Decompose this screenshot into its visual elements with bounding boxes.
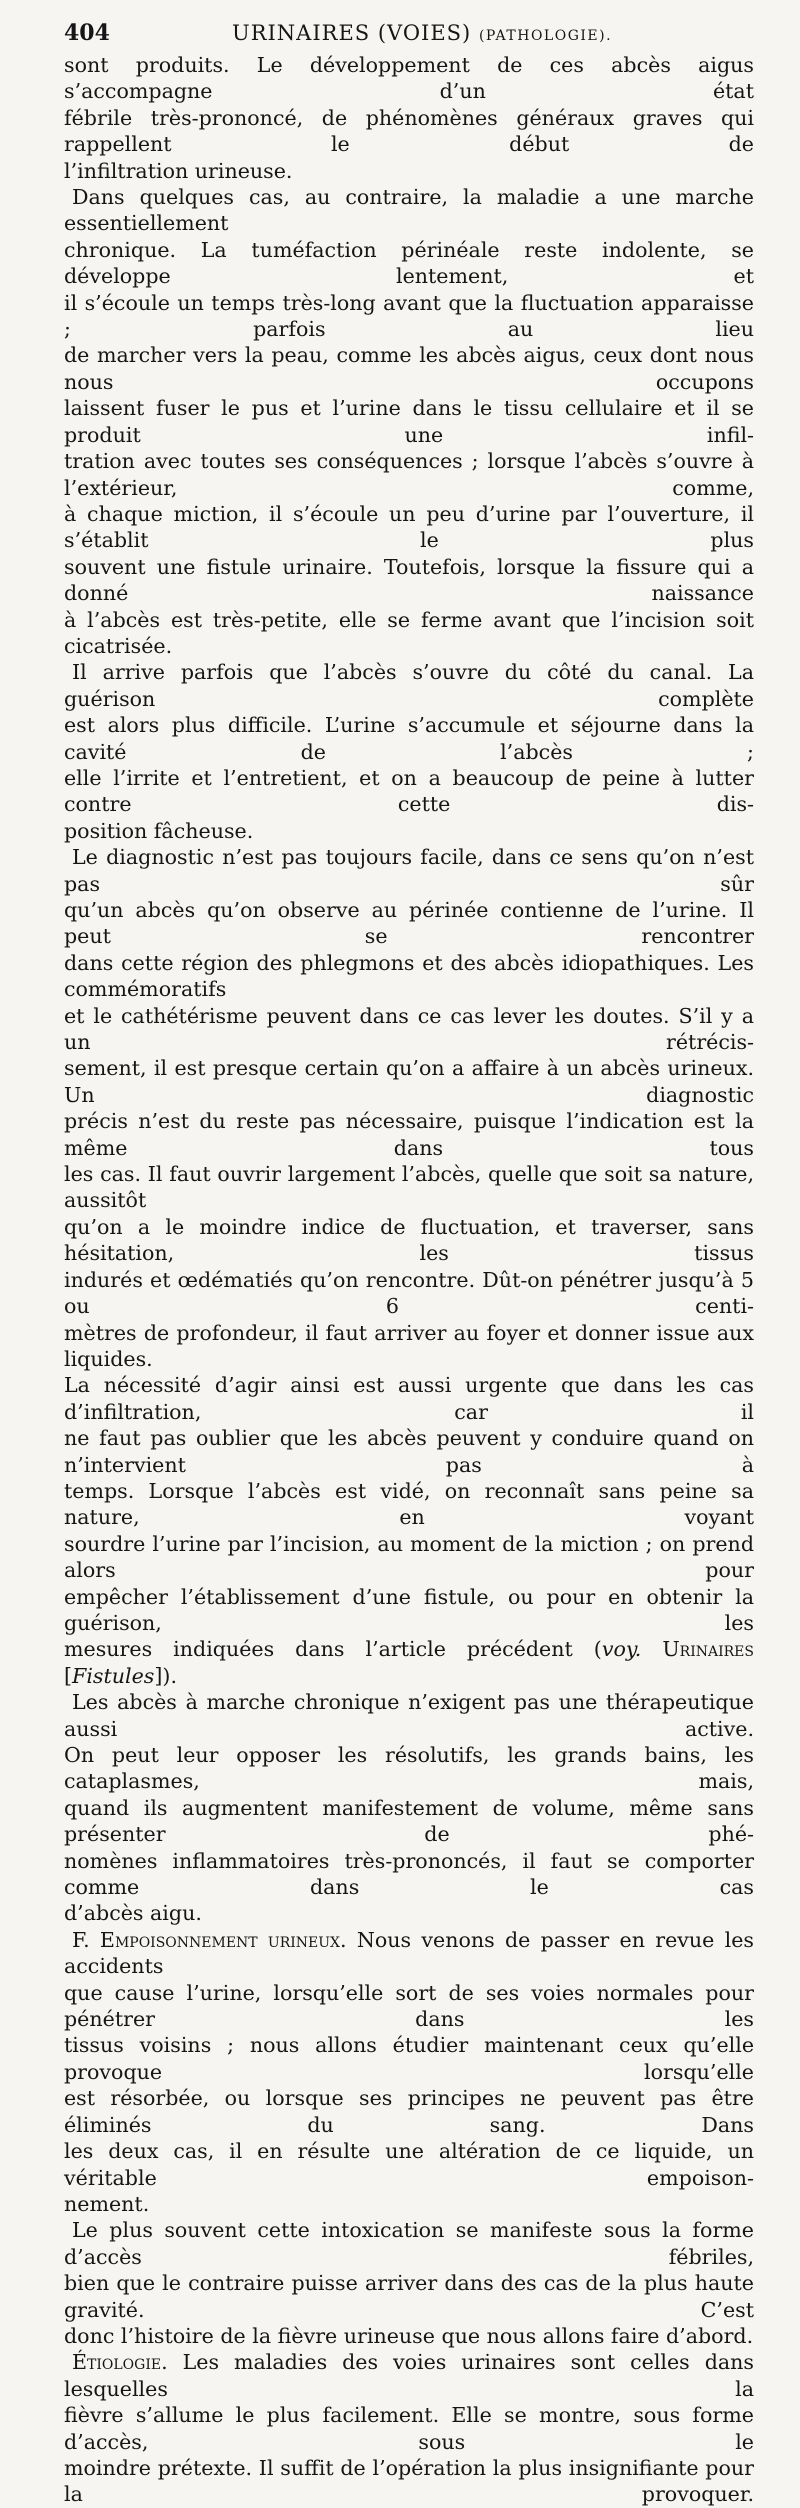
text-line: indurés et œdématiés qu’on rencontre. Dût-on pénétrer jusqu’à 5 ou 6 centi- (64, 1267, 754, 1319)
text-line: mètres de profondeur, il faut arriver au foyer et donner issue aux liquides. (64, 1320, 754, 1371)
text-line: à l’abcès est très-petite, elle se ferme avant que l’incision soit cicatrisée. (64, 607, 754, 658)
text-line: est alors plus difficile. L’urine s’accumule et séjourne dans la cavité de l’abcès ; (64, 713, 754, 764)
subsection-heading: Étiologie. (72, 2350, 168, 2375)
section-heading: Empoisonnement urineux. (99, 1927, 347, 1952)
text-run: mesures indiquées dans l’article précédent ( (64, 1637, 602, 1662)
text-line: temps. Lorsque l’abcès est vidé, on reconnaît sans peine sa nature, en voyant (64, 1478, 754, 1530)
text-line: empêcher l’établissement d’une fistule, ou pour en obtenir la guérison, les (64, 1584, 754, 1635)
section-letter: F. (72, 1927, 100, 1952)
text-line: sourdre l’urine par l’incision, au moment de la miction ; on prend alors pour (64, 1531, 754, 1583)
text-line: sont produits. Le développement de ces abcès aigus s’accompagne d’un état (64, 53, 754, 104)
text-line: qu’on a le moindre indice de fluctuation, et traverser, sans hésitation, les tissus (64, 1214, 754, 1266)
text-line: On peut leur opposer les résolutifs, les grands bains, les cataplasmes, mais, (64, 1743, 754, 1794)
text-line: nomènes inflammatoires très-prononcés, il faut se comporter comme dans le cas (64, 1848, 754, 1900)
text-line: est résorbée, ou lorsque ses principes ne peuvent pas être éliminés du sang. Dans (64, 2086, 754, 2137)
text-line (64, 2349, 754, 2402)
text-line: Le plus souvent cette intoxication se manifeste sous la forme d’accès fébriles, (64, 2218, 754, 2269)
text-line: quand ils augmentent manifestement de volume, même sans présenter de phé- (64, 1795, 754, 1847)
cross-reference-subject: Fistules (72, 1663, 155, 1688)
running-title-section: (PATHOLOGIE). (478, 28, 613, 44)
text-run (641, 1637, 662, 1661)
text-line: tration avec toutes ses conséquences ; lorsque l’abcès s’ouvre à l’extérieur, comme, (64, 449, 754, 500)
text-line: chronique. La tuméfaction périnéale reste indolente, se développe lentement, et (64, 237, 754, 289)
text-line: tissus voisins ; nous allons étudier maintenant ceux qu’elle provoque lorsqu’elle (64, 2033, 754, 2084)
text-run: ]). (154, 1663, 177, 1688)
text-line: nement. (64, 2191, 150, 2216)
text-line: les deux cas, il en résulte une altération de ce liquide, un véritable empoison- (64, 2139, 754, 2190)
text-line: elle l’irrite et l’entretient, et on a beaucoup de peine à lutter contre cette dis- (64, 765, 754, 817)
text-line: qu’un abcès qu’on observe au périnée contienne de l’urine. Il peut se rencontrer (64, 898, 754, 949)
running-title-main: URINAIRES (VOIES) (232, 21, 472, 45)
cross-reference: Urinaires (662, 1637, 754, 1662)
text-line: précis n’est du reste pas nécessaire, puisque l’indication est la même dans tous (64, 1109, 754, 1160)
running-title (232, 21, 612, 45)
text-run: Les maladies des voies urinaires sont celles dans lesquelles la (64, 2350, 754, 2401)
text-line: bien que le contraire puisse arriver dans des cas de la plus haute gravité. C’est (64, 2271, 754, 2322)
body-text (64, 52, 754, 2508)
text-line: dans cette région des phlegmons et des abcès idiopathiques. Les commémoratifs (64, 950, 754, 1002)
text-run: Nous venons de passer en revue les accidents (64, 1927, 754, 1979)
text-run: [ (64, 1663, 73, 1688)
text-line: ne faut pas oublier que les abcès peuvent y conduire quand on n’intervient pas à (64, 1426, 754, 1477)
text-line: Le diagnostic n’est pas toujours facile, dans ce sens qu’on n’est pas sûr (64, 845, 754, 896)
text-line: Les abcès à marche chronique n’exigent pas une thérapeutique aussi active. (64, 1690, 754, 1741)
text-line: de marcher vers la peau, comme les abcès aigus, ceux dont nous nous occupons (64, 343, 754, 394)
text-line: donc l’histoire de la fièvre urineuse que nous allons faire d’abord. (64, 2323, 754, 2348)
text-line: à chaque miction, il s’écoule un peu d’urine par l’ouverture, il s’établit le plus (64, 501, 754, 553)
text-line: Il arrive parfois que l’abcès s’ouvre du côté du canal. La guérison complète (64, 660, 754, 711)
text-line: et le cathétérisme peuvent dans ce cas lever les doutes. S’il y a un rétrécis- (64, 1003, 754, 1055)
text-line: sement, il est presque certain qu’on a affaire à un abcès urineux. Un diagnostic (64, 1056, 754, 1107)
text-line: les cas. Il faut ouvrir largement l’abcès, quelle que soit sa nature, aussitôt (64, 1162, 754, 1213)
text-line: La nécessité d’agir ainsi est aussi urgente que dans les cas d’infiltration, car il (64, 1373, 754, 1424)
running-head (64, 20, 754, 50)
text-line: fébrile très-prononcé, de phénomènes généraux graves qui rappellent le début de (64, 105, 754, 157)
text-line: l’infiltration urineuse. (64, 158, 293, 183)
page-number: 404 (64, 20, 110, 46)
text-line: souvent une fistule urinaire. Toutefois, lorsque la fissure qui a donné naissance (64, 554, 754, 606)
text-line: que cause l’urine, lorsqu’elle sort de ses voies normales pour pénétrer dans les (64, 1980, 754, 2032)
text-line: fièvre s’allume le plus facilement. Elle se montre, sous forme d’accès, sous le (64, 2403, 754, 2454)
text-line: d’abcès aigu. (64, 1901, 202, 1926)
text-line (64, 1636, 754, 1689)
text-line: position fâcheuse. (64, 818, 254, 843)
reference-voy: voy. (601, 1637, 642, 1662)
text-line: Dans quelques cas, au contraire, la maladie a une marche essentiellement (64, 185, 754, 236)
text-line: il s’écoule un temps très-long avant que la fluctuation apparaisse ; parfois au lieu (64, 290, 754, 342)
text-line: moindre prétexte. Il suffit de l’opération la plus insignifiante pour la provoquer. (64, 2455, 754, 2507)
text-line (64, 1927, 754, 1980)
text-line: laissent fuser le pus et l’urine dans le tissu cellulaire et il se produit une infil- (64, 396, 754, 447)
